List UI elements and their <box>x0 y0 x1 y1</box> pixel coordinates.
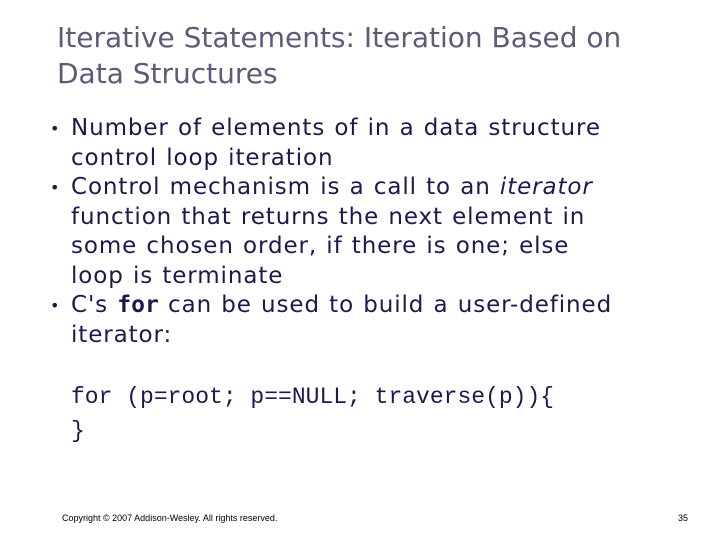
bullet-text-line <box>71 291 700 321</box>
slide-title-line-2: Data Structures <box>57 57 278 90</box>
bullet-marker: • <box>50 296 61 315</box>
bullet-text-line: iterator: <box>71 321 173 348</box>
bullet-marker: • <box>50 178 61 197</box>
bullet-item-elements <box>0 114 720 173</box>
slide-title-line-1: Iterative Statements: Iteration Based on <box>57 21 622 54</box>
slide-title <box>57 20 697 92</box>
bullet-marker: • <box>50 119 61 138</box>
bullet-text-line <box>71 173 700 203</box>
bullet-text-line: loop is terminate <box>71 262 284 289</box>
code-example <box>71 380 554 448</box>
bullet-text-line: control loop iteration <box>71 144 334 171</box>
bullet-text-segment: Control mechanism is a call to an <box>71 174 500 200</box>
bullet-list <box>0 114 720 350</box>
bullet-text-line: some chosen order, if there is one; else <box>71 233 570 259</box>
bullet-text-line: Number of elements of in a data structure <box>71 115 601 141</box>
bullet-text-segment: C's <box>71 292 118 318</box>
for-keyword: for <box>117 292 159 318</box>
code-line: } <box>71 418 85 444</box>
bullet-text-segment: can be used to build a user-defined <box>158 292 613 318</box>
iterator-term: iterator <box>499 174 593 200</box>
bullet-item-control-mechanism <box>0 173 720 291</box>
copyright-notice: Copyright © 2007 Addison-Wesley. All rights reserved. <box>62 513 278 523</box>
page-number: 35 <box>677 513 688 523</box>
bullet-text-line: function that returns the next element in <box>71 203 586 230</box>
bullet-item-c-for <box>0 291 720 350</box>
code-line: for (p=root; p==NULL; traverse(p)){ <box>71 384 555 410</box>
